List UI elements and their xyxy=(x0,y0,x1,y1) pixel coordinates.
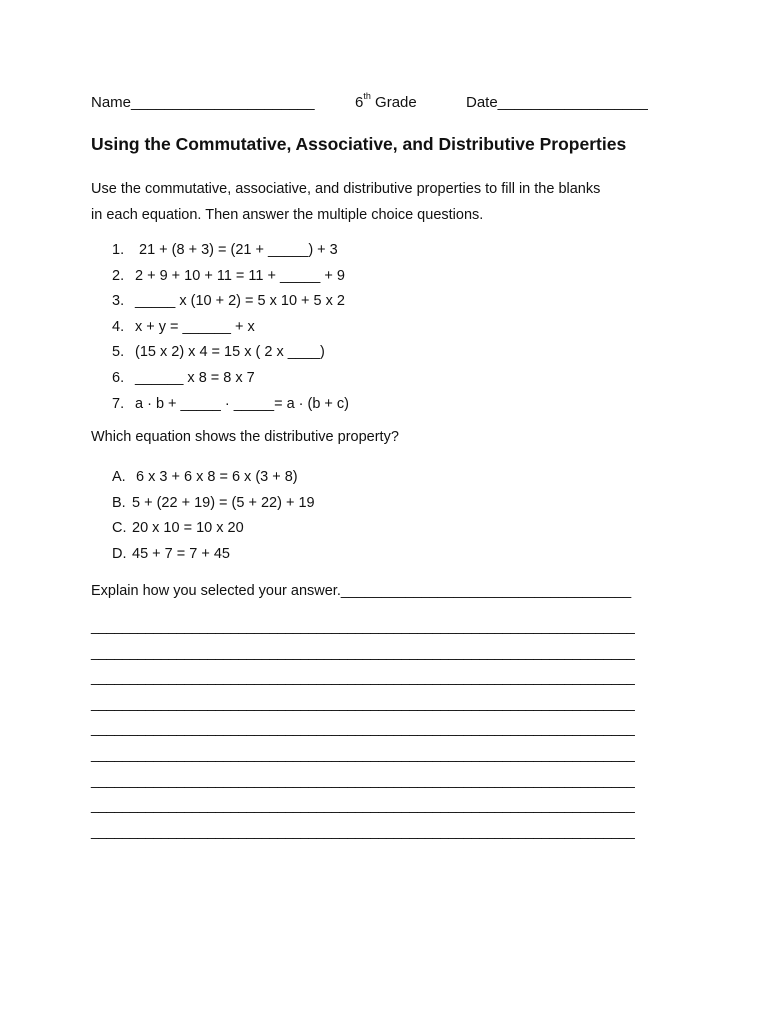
equation-item[interactable] xyxy=(112,392,349,418)
explain-prompt[interactable]: Explain how you selected your answer.____________________________________ xyxy=(91,583,632,599)
choice-text: 20 x 10 = 10 x 20 xyxy=(132,520,244,537)
choice-item[interactable] xyxy=(112,465,315,491)
choice-letter: D. xyxy=(112,545,127,562)
choice-letter: A. xyxy=(112,469,126,485)
equation-text: ______ x 8 = 8 x 7 xyxy=(135,369,255,386)
equation-number: 6. xyxy=(112,369,125,386)
choice-text: 5 + (22 + 19) = (5 + 22) + 19 xyxy=(132,494,315,511)
equation-text: 2 + 9 + 10 + 11 = 11 + _____ + 9 xyxy=(135,267,345,284)
grade-label xyxy=(355,91,417,111)
answer-line[interactable]: ______________________________________________________________________ xyxy=(91,823,635,840)
equation-item[interactable] xyxy=(112,264,349,290)
worksheet-title: Using the Commutative, Associative, and Distributive Properties xyxy=(91,134,627,154)
header-row xyxy=(91,91,691,118)
choice-item[interactable] xyxy=(112,542,315,568)
grade-superscript: th xyxy=(363,91,371,101)
answer-lines xyxy=(91,615,635,845)
equation-number: 1. xyxy=(112,242,125,258)
name-field[interactable]: Name______________________ xyxy=(91,94,315,111)
answer-line[interactable]: ______________________________________________________________________ xyxy=(91,695,635,712)
equation-item[interactable] xyxy=(112,238,349,264)
choice-letter: B. xyxy=(112,494,126,511)
answer-line[interactable]: ______________________________________________________________________ xyxy=(91,670,635,687)
answer-line[interactable]: ______________________________________________________________________ xyxy=(91,746,635,763)
choice-text: 6 x 3 + 6 x 8 = 6 x (3 + 8) xyxy=(132,469,298,485)
instructions xyxy=(91,176,691,228)
grade-number: 6 xyxy=(355,94,364,111)
choice-text: 45 + 7 = 7 + 45 xyxy=(132,545,230,562)
grade-text: Grade xyxy=(370,94,417,111)
equation-number: 3. xyxy=(112,293,125,310)
choice-item[interactable] xyxy=(112,491,315,517)
answer-line[interactable]: ______________________________________________________________________ xyxy=(91,772,635,789)
choice-list xyxy=(112,465,315,567)
equation-item[interactable] xyxy=(112,366,349,392)
equation-item[interactable] xyxy=(112,315,349,341)
equation-text: 21 + (8 + 3) = (21 + _____) + 3 xyxy=(135,242,338,258)
equation-number: 7. xyxy=(112,395,125,412)
equation-item[interactable] xyxy=(112,289,349,315)
equation-text: _____ x (10 + 2) = 5 x 10 + 5 x 2 xyxy=(135,293,345,310)
equation-number: 5. xyxy=(112,344,125,361)
choice-letter: C. xyxy=(112,520,127,537)
equation-number: 2. xyxy=(112,267,125,284)
date-field[interactable]: Date__________________ xyxy=(466,94,648,111)
multiple-choice-question: Which equation shows the distributive property? xyxy=(91,429,399,445)
answer-line[interactable]: ______________________________________________________________________ xyxy=(91,798,635,815)
equation-list xyxy=(112,238,349,417)
instructions-line-1: Use the commutative, associative, and distributive properties to fill in the blanks xyxy=(91,181,601,197)
equation-text: x + y = ______ + x xyxy=(135,318,255,335)
equation-item[interactable] xyxy=(112,340,349,366)
equation-text: (15 x 2) x 4 = 15 x ( 2 x ____) xyxy=(135,344,325,361)
answer-line[interactable]: ______________________________________________________________________ xyxy=(91,721,635,738)
choice-item[interactable] xyxy=(112,516,315,542)
instructions-line-2: in each equation. Then answer the multiple choice questions. xyxy=(91,207,484,223)
equation-text: a · b + _____ · _____= a · (b + c) xyxy=(135,395,350,412)
answer-line[interactable]: ______________________________________________________________________ xyxy=(91,644,635,661)
equation-number: 4. xyxy=(112,318,125,335)
answer-line[interactable]: ______________________________________________________________________ xyxy=(91,619,635,635)
